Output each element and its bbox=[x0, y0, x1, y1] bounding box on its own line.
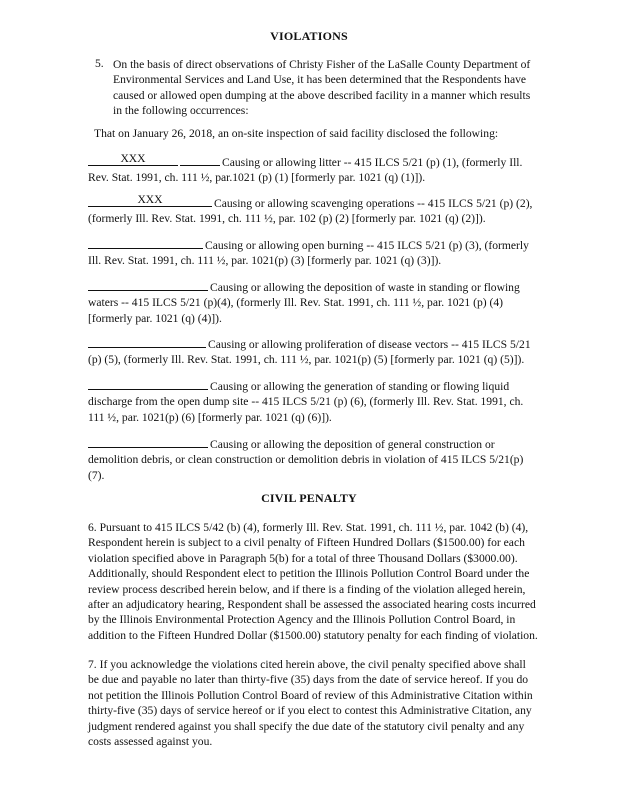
violation-item-open-burning: Causing or allowing open burning -- 415 ILCS 5/21 (p) (3), (formerly Ill. Rev. Stat. 1991, ch. 111 ½, par. 1021(p) (3) [formerly par. 1021 (q) (3)]). bbox=[88, 239, 529, 268]
violation-item-litter: XXX Causing or allowing litter -- 415 ILCS 5/21 (p) (1), (formerly Ill. Rev. Stat. 1991, ch. 111 ½, par.1021 (p) (1) [formerly par. 1021 (q) (1)]). bbox=[88, 152, 523, 185]
violation-item-construction-debris: Causing or allowing the deposition of general construction or demolition debris, or clean construction or demolition debris in violation of 415 ILCS 5/21(p)(7). bbox=[88, 438, 524, 482]
paragraph-5-text: On the basis of direct observations of Christy Fisher of the LaSalle County Department of Environmental Services and Land Use, it has been determined that the Respondents have caused or allowed open dumping at the above described facility in a manner which results in the following occurrences: bbox=[113, 58, 531, 118]
blank-line bbox=[180, 154, 220, 166]
checkbox-blank: XXX bbox=[88, 154, 178, 166]
paragraph-7: 7. If you acknowledge the violations cited herein above, the civil penalty specified above shall be due and payable no later than thirty-five (35) days from the date of service hereof. If you do not petition the Illinois Pollution Control Board of review of this Administrative Citation within thirty-five (35) days of service hereof or if you elect to contest this Administrative Citation, any judgment rendered against you shall specify the due date of the statutory civil penalty and any costs assessed against you. bbox=[88, 658, 533, 749]
checkbox-blank bbox=[88, 436, 208, 448]
violation-item-liquid-discharge: Causing or allowing the generation of standing or flowing liquid discharge from the open dump site -- 415 ILCS 5/21 (p) (6), (formerly Ill. Rev. Stat. 1991, ch. 111 ½, par. 1021(p) (6) [formerly par. 1021 (q) (6)]). bbox=[88, 380, 524, 424]
violation-item-scavenging: XXX Causing or allowing scavenging operations -- 415 ILCS 5/21 (p) (2), (formerly Ill. Rev. Stat. 1991, ch. 111 ½, par. 102 (p) (2) [formerly par. 1021 (q) (2)]). bbox=[88, 193, 533, 226]
violation-item-disease-vectors: Causing or allowing proliferation of disease vectors -- 415 ILCS 5/21 (p) (5), (formerly Ill. Rev. Stat. 1991, ch. 111 ½, par. 1021(p) (5) [formerly par. 1021 (q) (5)]). bbox=[88, 338, 531, 367]
checkbox-blank bbox=[88, 378, 208, 390]
checkbox-blank bbox=[88, 237, 203, 249]
paragraph-5-number: 5. bbox=[95, 57, 104, 70]
violations-heading: VIOLATIONS bbox=[270, 29, 348, 43]
violation-item-waste-in-water: Causing or allowing the deposition of waste in standing or flowing waters -- 415 ILCS 5/21 (p)(4), (formerly Ill. Rev. Stat. 1991, ch. 111 ½, par. 1021 (p) (4) [formerly par. 1021 (q) (4)]). bbox=[88, 281, 520, 325]
checkbox-blank bbox=[88, 279, 208, 291]
checkbox-blank bbox=[88, 336, 206, 348]
checkbox-blank: XXX bbox=[88, 195, 212, 207]
civil-penalty-heading: CIVIL PENALTY bbox=[261, 491, 357, 505]
inspection-statement: That on January 26, 2018, an on-site inspection of said facility disclosed the following: bbox=[94, 127, 499, 140]
paragraph-6: 6. Pursuant to 415 ILCS 5/42 (b) (4), formerly Ill. Rev. Stat. 1991, ch. 111 ½, par. 1042 (b) (4), Respondent herein is subject to a civil penalty of Fifteen Hundred Dollars ($1500.00) for each violation specified above in Paragraph 5(b) for a total of three Thousand Dollars ($3000.00). Additionally, should Respondent elect to petition the Illinois Pollution Control Board under the review process described herein below, and if there is a finding of the violation alleged herein, after an adjudicatory hearing, Respondent shall be assessed the associated hearing costs incurred by the Illinois Environmental Protection Agency and the Illinois Pollution Control Board, in addition to the Fifteen Hundred Dollar ($1500.00) statutory penalty for each finding of violation. bbox=[88, 521, 538, 642]
